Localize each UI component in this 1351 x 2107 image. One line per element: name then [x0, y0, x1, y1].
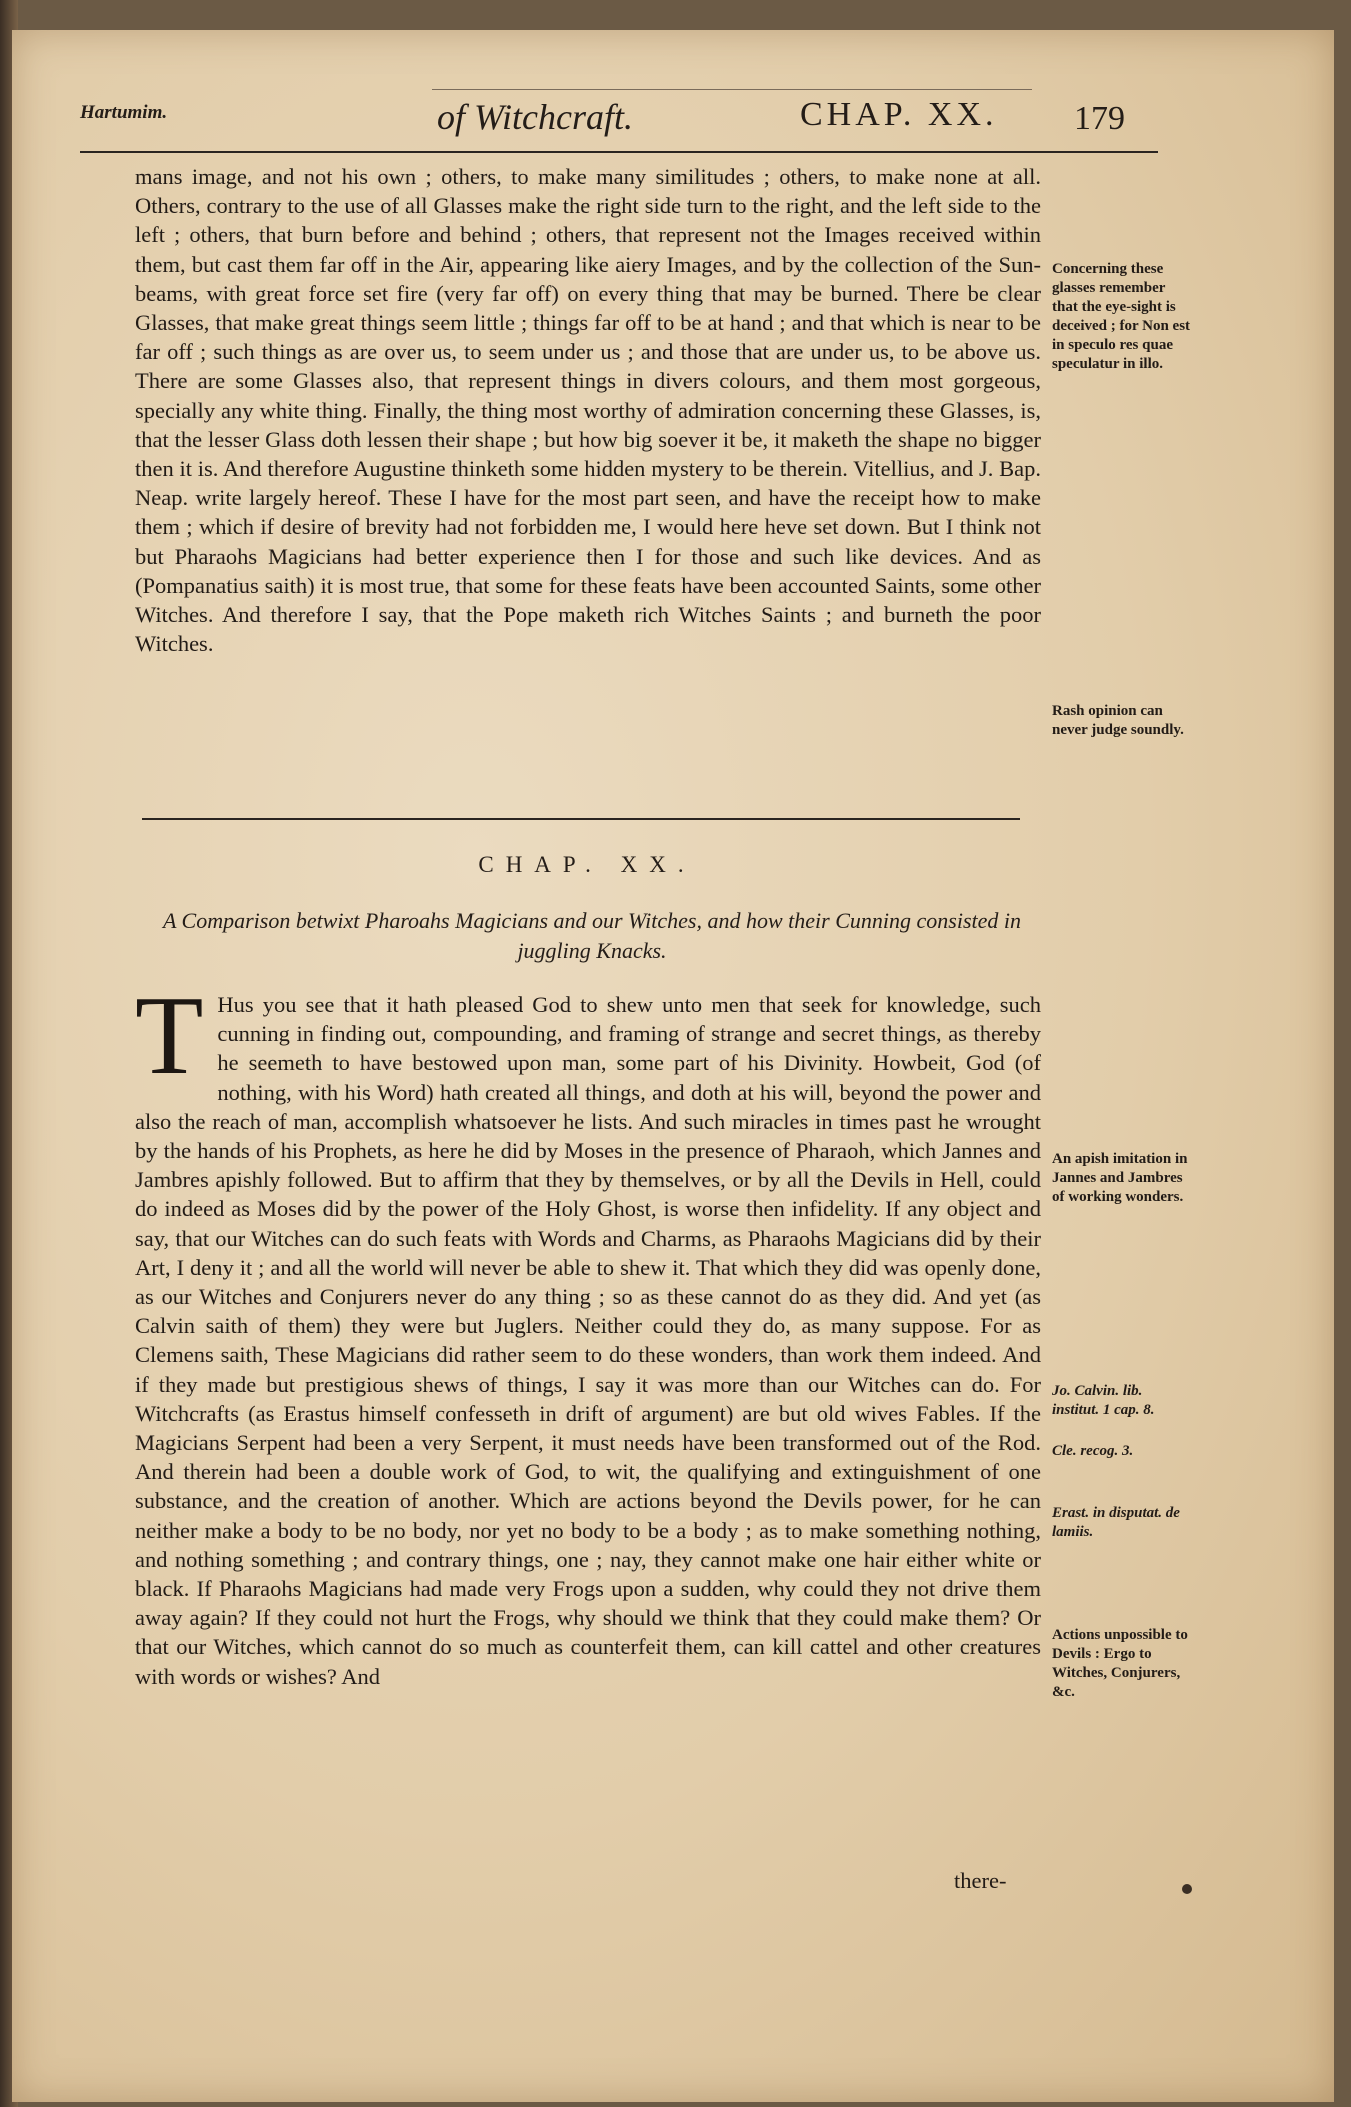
page-number: 179 [1074, 100, 1125, 137]
margin-note-erastus: Erast. in disputat. de lamiis. [1052, 1505, 1180, 1540]
margin-note-calvin: Jo. Calvin. lib. institut. 1 cap. 8. [1052, 1383, 1155, 1418]
running-title: of Witchcraft. [437, 97, 633, 137]
top-paragraph-text: mans image, and not his own ; others, to make many similitudes ; others, to make none at all. Others, contrary to the use of all Glasses make the right side turn to the right, and the left side to the left ; others, that burn before and behind ; others, that represent not the Images received within them, but cast them far off in the Air, appearing like aiery Images, and by the collection of the Sun-beams, with great force set fire (very far off) on every thing that may be burned. There be clear Glasses, that make great things seem little ; things far off to be at hand ; and that which is near to be far off ; such things as are over us, to seem under us ; and those that are under us, to be above us. There are some Glasses also, that represent things in divers colours, and them most gorgeous, specially any white thing. Finally, the thing most worthy of admiration concerning these Glasses, is, that the lesser Glass doth lessen their shape ; but how big soever it be, it maketh the shape no bigger then it is. And therefore Augustine thinketh some hidden mystery to be therein. Vitellius, and J. Bap. Neap. write largely hereof. These I have for the most part seen, and have the receipt how to make them ; which if desire of brevity had not forbidden me, I would here heve set down. But I think not but Pharaohs Magicians had better experience then I for those and such like devices. And as (Pompanatius saith) it is most true, that some for these feats have been accounted Saints, some other Witches. And therefore I say, that the Pope maketh rich Witches Saints ; and burneth the poor Witches. [135, 164, 1041, 657]
main-paragraph [135, 974, 1041, 1691]
ink-speck [1182, 1884, 1192, 1894]
header-rule [80, 151, 1158, 153]
margin-note-rash-opinion: Rash opinion can never judge soundly. [1052, 703, 1184, 738]
main-paragraph-text: Hus you see that it hath pleased God to shew unto men that seek for knowledge, such cunning in finding out, compounding, and framing of strange and secret things, as thereby he seemeth to have bestowed upon man, some part of his Divinity. Howbeit, God (of nothing, with his Word) hath created all things, and doth at his will, beyond the power and also the reach of man, accomplish whatsoever he lists. And such miracles in times past he wrought by the hands of his Prophets, as here he did by Moses in the presence of Pharaoh, which Jannes and Jambres apishly followed. But to affirm that they by themselves, or by all the Devils in Hell, could do indeed as Moses did by the power of the Holy Ghost, is worse then infidelity. If any object and say, that our Witches can do such feats with Words and Charms, as Pharaohs Magicians did by their Art, I deny it ; and all the world will never be able to shew it. That which they did was openly done, as our Witches and Conjurers never do any thing ; so as these cannot do as they did. And yet (as Calvin saith of them) they were but Juglers. Neither could they do, as many suppose. For as Clemens saith, These Magicians did rather seem to do these wonders, than work them indeed. And if they made but prestigious shews of things, I say it was more than our Witches can do. For Witchcrafts (as Erastus himself confesseth in drift of argument) are but old wives Fables. If the Magicians Serpent had been a very Serpent, it must needs have been transformed out of the Rod. And therein had been a double work of God, to wit, the qualifying and extinguishment of one substance, and the creation of another. Which are actions beyond the Devils power, for he can neither make a body to be no body, nor yet no body to be a body ; as to make something nothing, and nothing something ; and contrary things, one ; nay, they cannot make one hair either white or black. If Pharaohs Magicians had made very Frogs upon a sudden, why could they not drive them away again? If they could not hurt the Frogs, why should we think that they could make them? Or that our Witches, which cannot do so much as counterfeit them, can kill cattel and other creatures with words or wishes? And [135, 992, 1041, 1689]
header-marginal: Hartumim. [80, 102, 168, 123]
chapter-subtitle: A Comparison betwixt Pharoahs Magicians and our Witches, and how their Cunning consisted in juggling Knacks. [163, 908, 1021, 963]
margin-note-clemens: Cle. recog. 3. [1052, 1443, 1134, 1459]
drop-cap: T [135, 974, 204, 1098]
top-paragraph [135, 162, 1041, 658]
margin-note-glasses: Concerning these glasses remember that the eye-sight is deceived ; for Non est in speculo res quae speculatur in illo. [1052, 261, 1191, 372]
header-chapter: CHAP. XX. [800, 96, 998, 133]
chapter-heading: CHAP. XX. [478, 852, 696, 877]
catchword: there- [954, 1868, 1007, 1893]
header-rule-top [432, 89, 1032, 90]
section-divider [142, 818, 1020, 820]
margin-note-actions: Actions unpossible to Devils : Ergo to Witches, Conjurers, &c. [1052, 1627, 1188, 1700]
book-page [12, 30, 1334, 2102]
margin-note-apish-imitation: An apish imitation in Jannes and Jambres of working wonders. [1052, 1151, 1188, 1205]
